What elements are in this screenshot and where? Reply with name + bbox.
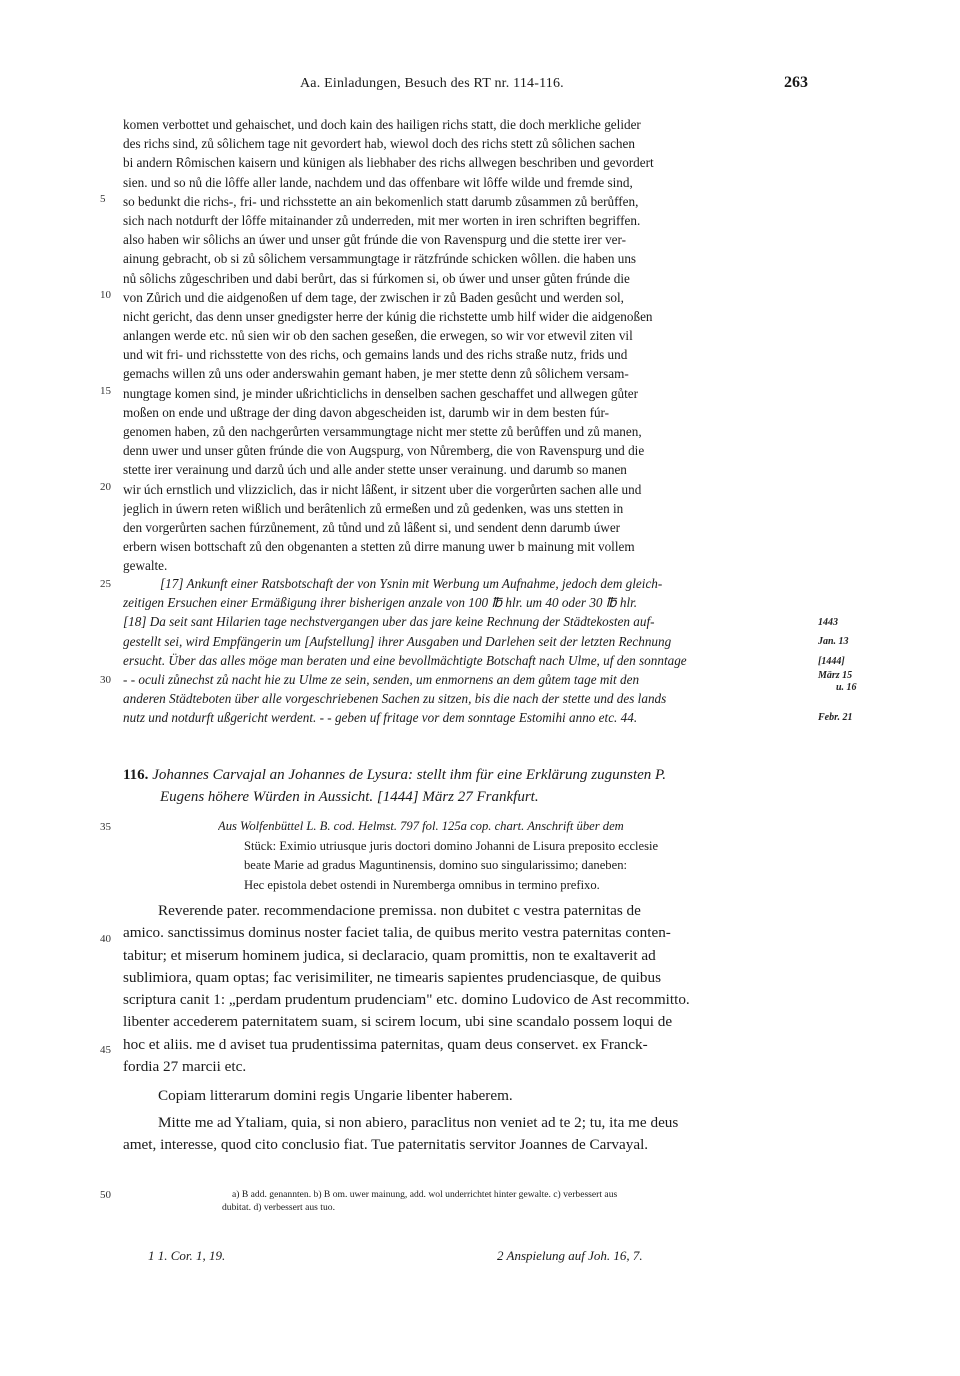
source-line: beate Marie ad gradus Maguntinensis, domino suo singularissimo; daneben: [244, 858, 627, 873]
letter-line: Reverende pater. recommendacione premissa. non dubitet c vestra paternitas de [158, 902, 641, 919]
critical-apparatus [222, 1188, 812, 1214]
regest-block [123, 574, 811, 728]
line-number: 50 [100, 1189, 111, 1201]
letter-line: fordia 27 marcii etc. [123, 1058, 247, 1076]
text-line: ersucht. Über das alles möge man beraten und eine bevollmächtigte Botschaft nach Ulme, uf den sonntage [123, 652, 687, 668]
margin-date: 1443 [818, 617, 838, 628]
text-line: anderen Städteboten über alle vorgeschriebenen Sachen zu sitzen, bis die nach der stette und des lands [123, 691, 667, 707]
text-line: wir úch ernstlich und vlizziclich, das ir nicht lâßent, ir sitzent uber die vorgerůrten sachen alle und [123, 481, 642, 497]
text-line: zeitigen Ersuchen einer Ermäßigung ihrer bisherigen anzale von 100 ℔ hlr. um 40 oder 30 ℔ hlr. [123, 595, 638, 611]
text-line: von Zůrich und die aidgenoßen uf dem tage, der zwischen ir zů Baden gesůcht und werden sol, [123, 289, 624, 305]
text-line: nungtage komen sind, je minder ußrichticlichs in denselben sachen geschaffet und allwegen gůter [123, 385, 639, 401]
source-line: Aus Wolfenbüttel L. B. cod. Helmst. 797 fol. 125a cop. chart. Anschrift über dem [218, 819, 624, 833]
text-line: nicht gericht, das denn unser gnedigster herre der kúnig die richstette umb hilf wider die aidgenoßen [123, 308, 653, 324]
text-line: genomen haben, zů den nachgerůrten versammungtage nicht mer stette zů berůffen und zů manen, [123, 424, 642, 439]
margin-date: März 15 [818, 670, 853, 681]
postscript [123, 1112, 813, 1157]
text-line: denn uwer und unser gůten frúnde die von Augspurg, von Nůremberg, die von Ravenspurg und die [123, 443, 645, 459]
footnote-1: 1 1. Cor. 1, 19. [148, 1248, 226, 1263]
text-line: [17] Ankunft einer Ratsbotschaft der von Ysnin mit Werbung um Aufnahme, jedoch dem gleich- [160, 576, 663, 591]
text-line: des richs sind, zů sôlichem tage nit gevordert hab, wiewol doch des richs stett zů sôlichen sachen [123, 136, 635, 152]
document-number: 116. [123, 767, 149, 783]
line-number: 45 [100, 1044, 111, 1056]
text-line: erbern wisen bottschaft zů den obgenanten a stetten zů dirre manung uwer b mainung mit vollem [123, 539, 635, 555]
heading-line: Eugens höhere Würden in Aussicht. [1444] März 27 Frankfurt. [160, 789, 539, 805]
margin-date: Febr. 21 [818, 712, 853, 723]
postscript-line: Copiam litterarum domini regis Ungarie libenter haberem. [158, 1087, 513, 1104]
document-heading [123, 764, 813, 808]
text-line: - - oculi zůnechst zů nacht hie zu Ulme ze sein, senden, um enmornens an dem gůtem tage mit den [123, 671, 640, 687]
line-number: 25 [100, 578, 111, 590]
text-line: jeglich in úwern reten wißlich und berâtenlich zů ermeßen und zů gedenken, was uns stetten in [123, 500, 624, 516]
apparatus-line: a) B add. genannten. b) B om. uwer mainung, add. wol underrichtet hinter gewalte. c) verbessert aus [232, 1189, 618, 1200]
text-line: ainung gebracht, ob si zů sôlichem versammungtage ir rätzfrúnde schicken wôllen. die haben uns [123, 251, 637, 267]
source-line: Stück: Eximio utriusque juris doctori domino Johanni de Lisura preposito ecclesie [244, 838, 659, 853]
letter-line: amico. sanctissimus dominus noster faciet talia, de quibus merito vestra paternitas conten- [123, 924, 671, 942]
margin-date: u. 16 [836, 682, 857, 693]
line-number: 15 [100, 385, 111, 397]
letter-line: hoc et aliis. me d aviset tua prudentissima paternitas, quam deus conservet. ex Franck- [123, 1035, 648, 1053]
text-line: gemachs willen zů uns oder anderswahin gemant haben, je mer stette denn zů sôlichem versam- [123, 366, 629, 382]
body-text-block [123, 115, 811, 576]
postscript-line: Mitte me ad Ytaliam, quia, si non abiero, paraclitus non veniet ad te 2; tu, ita me deus [158, 1114, 679, 1131]
text-line: moßen on ende und ußtrage der ding davon abgescheiden ist, darumb wir in dem besten fúr- [123, 404, 610, 420]
text-line: anlangen werde etc. nů sien wir ob den sachen geseßen, die erwegen, so wir vor etwevil ziten vil [123, 328, 633, 344]
text-line: also haben wir sôlichs an úwer und unser gůt frúnde die von Ravenspurg und die stette irer ver- [123, 232, 627, 248]
footnote-2: 2 Anspielung auf Joh. 16, 7. [497, 1248, 643, 1263]
line-number: 5 [100, 193, 106, 205]
text-line: [18] Da seit sant Hilarien tage nechstvergangen uber das jare keine Rechnung der Städtekosten auf- [123, 614, 655, 630]
text-line: nutz und notdurft ußgericht werdent. - - geben uf fritage vor dem sonntage Estomihi anno etc. 44. [123, 710, 638, 726]
text-line: komen verbottet und gehaischet, und doch kain des hailigen richs statt, die doch merkliche gelider [123, 117, 641, 132]
text-line: so bedunkt die richs-, fri- und richsstette an ain bekomenlich statt darumb zůsammen zů berůffen, [123, 193, 639, 209]
letter-line: tabitur; et miserum hominem judica, si declaracio, quam promittis, non te exaltaverit ad [123, 946, 656, 964]
source-line: Hec epistola debet ostendi in Nuremberga omnibus in termino prefixo. [244, 877, 600, 892]
letter-line: libenter accederem paternitatem suam, si scirem locum, ubi sine scandalo possem loqui de [123, 1013, 673, 1031]
source-description [218, 817, 814, 895]
text-line: und wit fri- und richsstette von des richs, och gemains lands und des richs straße nutz, frids und [123, 347, 628, 363]
letter-text [123, 900, 813, 1078]
text-line: sich nach notdurft der lôffe mitainander zů underreden, mit mer worten in iren schriften begriffen. [123, 212, 641, 228]
margin-date: Jan. 13 [818, 636, 849, 647]
postscript [123, 1085, 813, 1107]
running-head: Aa. Einladungen, Besuch des RT nr. 114-116. [300, 76, 564, 91]
margin-date: [1444] [818, 656, 845, 667]
text-line: gewalte. [123, 558, 168, 574]
line-number: 10 [100, 289, 111, 301]
text-line: nů sôlichs zůgeschriben und dabi berůrt, das si fúrkomen si, ob úwer und unser gůten frúnde die [123, 270, 630, 286]
line-number: 30 [100, 674, 111, 686]
text-line: den vorgerůrten sachen fúrzůnement, zů tůnd und zů lâßent si, und sendent denn darumb úwer [123, 519, 621, 535]
heading-line [123, 764, 813, 786]
text-line: gestellt sei, wird Empfängerin um [Aufstellung] ihrer Ausgaben und Darlehen seit der letzten Rechnung [123, 633, 672, 649]
line-number: 40 [100, 933, 111, 945]
apparatus-line: dubitat. d) verbessert aus tuo. [222, 1202, 335, 1213]
postscript-line: amet, interesse, quod cito conclusio fiat. Tue paternitatis servitor Joannes de Carvayal. [123, 1136, 649, 1154]
text-line: stette irer verainung und darzů úch und alle ander stette unser verainung. und darumb so manen [123, 462, 627, 478]
line-number: 35 [100, 821, 111, 833]
text-line: sien. und so nů die lôffe aller lande, nachdem und das offenbare wit lôffe wilde und fremde sind, [123, 174, 633, 190]
letter-line: scriptura canit 1: „perdam prudentum prudenciam" etc. domino Ludovico de Ast recommitto. [123, 991, 690, 1009]
line-number: 20 [100, 481, 111, 493]
page-number: 263 [784, 74, 808, 91]
text-line: bi andern Rômischen kaisern und künigen als liebhaber des richs allwegen beschriben und gevordert [123, 155, 654, 171]
heading-title: Johannes Carvajal an Johannes de Lysura: stellt ihm für eine Erklärung zugunsten P. [152, 767, 667, 783]
letter-line: sublimiora, quam optas; fac verisimiliter, ne timearis sapientes prudenciasque, de quibus [123, 968, 661, 986]
